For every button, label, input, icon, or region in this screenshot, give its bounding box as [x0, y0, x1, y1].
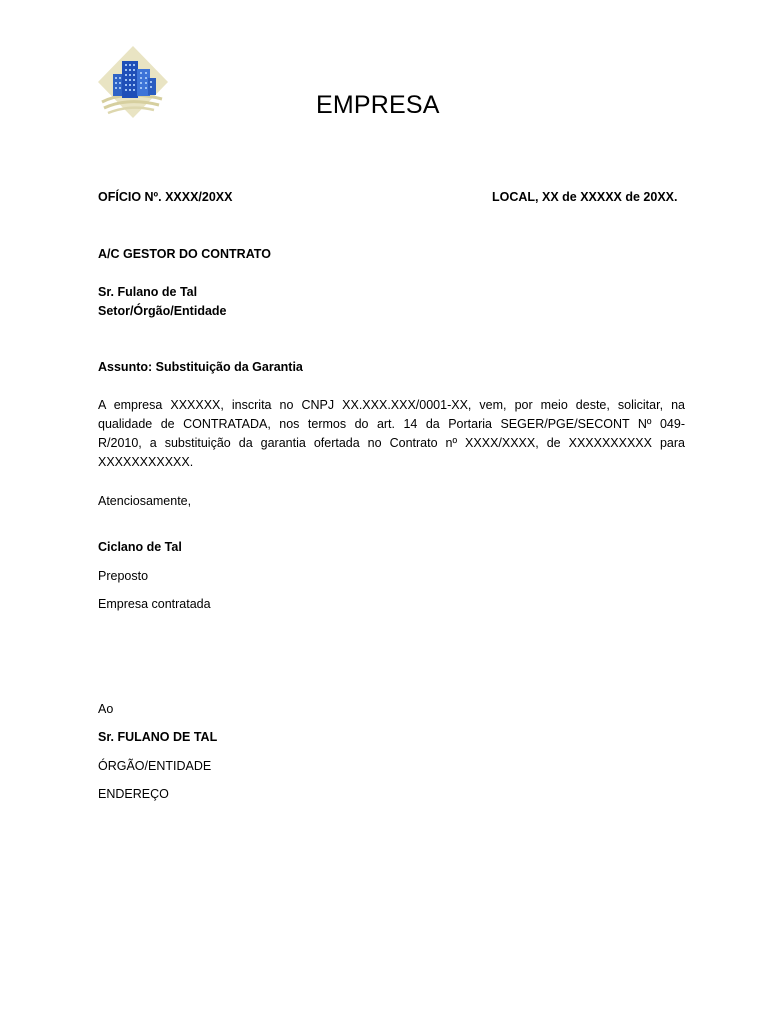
subject-line: Assunto: Substituição da Garantia	[98, 360, 303, 374]
recipient-name: Sr. FULANO DE TAL	[98, 730, 218, 744]
signer-company: Empresa contratada	[98, 597, 211, 611]
body-line: A empresa XXXXXX, inscrita no CNPJ XX.XXX.XXX/0001-XX, vem, por meio deste, solicitar, na	[98, 398, 685, 412]
addressee-sector: Setor/Órgão/Entidade	[98, 304, 227, 318]
body-line: qualidade de CONTRATADA, nos termos do art. 14 da Portaria SEGER/PGE/SECONT Nº 049-	[98, 417, 685, 431]
signer-role: Preposto	[98, 569, 149, 583]
recipient-organization: ÓRGÃO/ENTIDADE	[98, 759, 212, 773]
body-line: R/2010, a substituição da garantia ofertada no Contrato nº XXXX/XXXX, de XXXXXXXXXX para	[98, 436, 685, 450]
recipient-to: Ao	[98, 702, 114, 716]
recipient-address: ENDEREÇO	[98, 787, 169, 801]
attention-line: A/C GESTOR DO CONTRATO	[98, 247, 271, 261]
body-line: XXXXXXXXXXX.	[98, 455, 194, 469]
signer-name: Ciclano de Tal	[98, 540, 182, 554]
addressee-name: Sr. Fulano de Tal	[98, 285, 198, 299]
company-logo	[96, 44, 170, 120]
place-date: LOCAL, XX de XXXXX de 20XX.	[492, 190, 678, 204]
body-paragraph	[98, 396, 685, 472]
building-logo-icon	[96, 44, 170, 120]
company-name: EMPRESA	[316, 91, 440, 119]
document-reference: OFÍCIO Nº. XXXX/20XX	[98, 190, 233, 204]
closing-salutation: Atenciosamente,	[98, 494, 192, 508]
